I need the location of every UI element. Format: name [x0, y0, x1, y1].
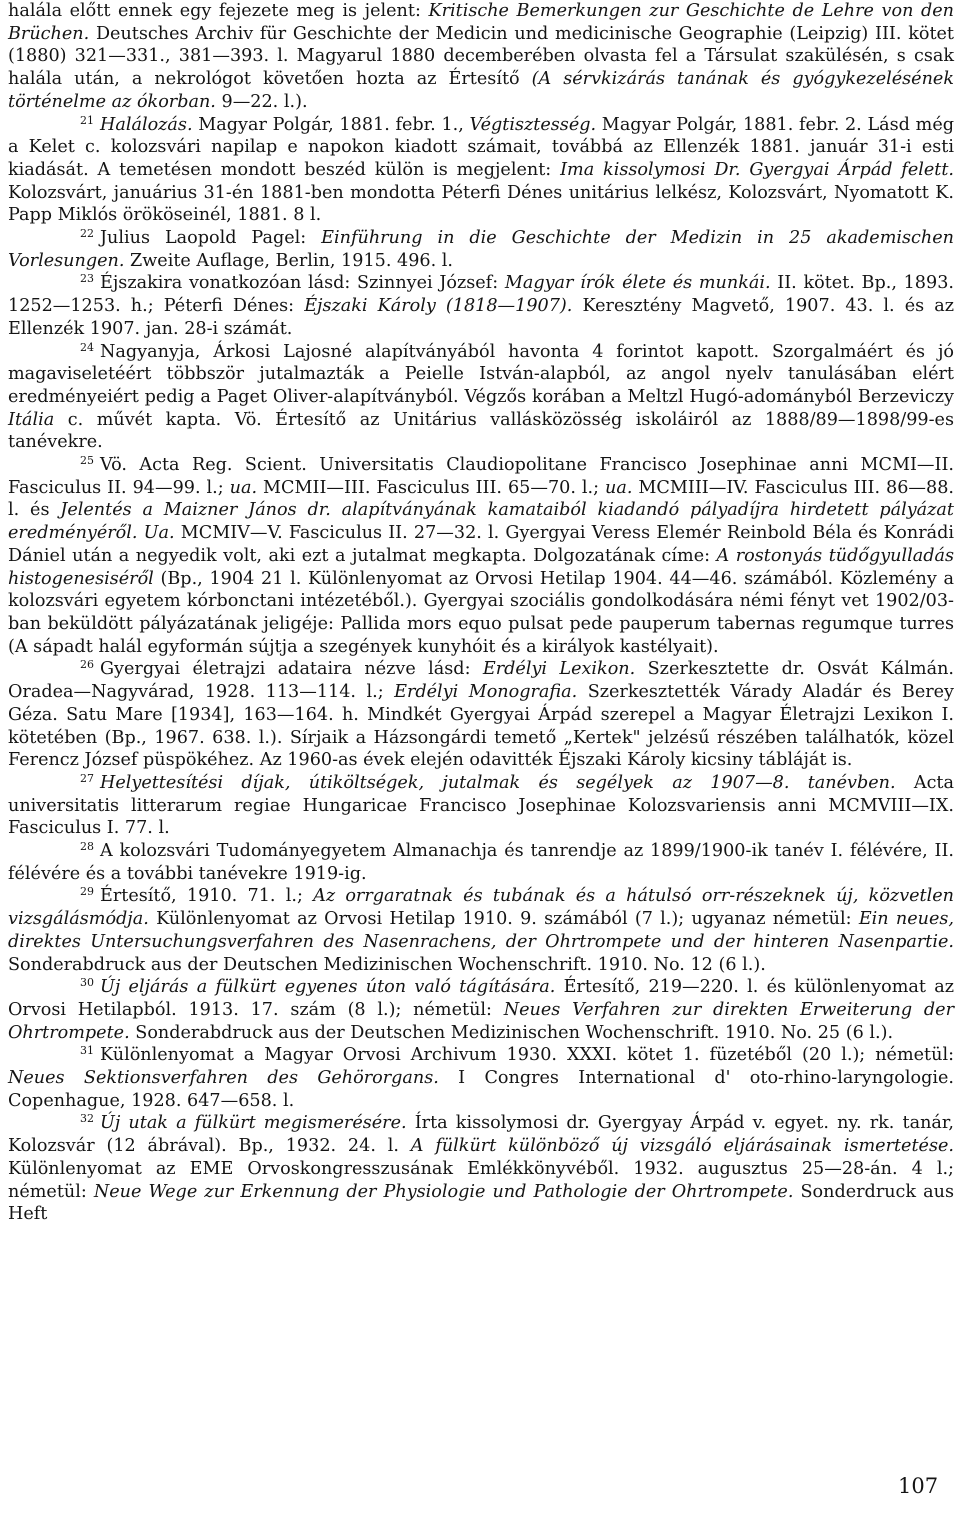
- footnote-number: 22: [80, 227, 94, 241]
- footnote-text: Vö. Acta Reg. Scient. Universitatis Claudiopolitane Francisco Josephinae anni MCMI—II. Fasciculus II. 94—99. l.;: [8, 455, 954, 498]
- footnote-text: Különlenyomat az Orvosi Hetilap 1910. 9. számából (7 l.); ugyanaz németül:: [148, 909, 859, 930]
- footnote-text: 9—22. l.).: [215, 91, 308, 112]
- footnote-text: MCMIV—V. Fasciculus II. 27—32. l. Gyergyai Veress Elemér Reinbold Béla és Konrádi Dániel után a negyedik volt, aki ezt a jutalmat megkapta. Dolgozatának címe:: [8, 523, 954, 566]
- italic-title: Einführung in die Geschichte der Medizin in 25 akademischen Vorlesungen.: [8, 228, 954, 271]
- italic-title: A fülkürt különböző új vizsgáló eljárásainak ismertetése.: [410, 1136, 954, 1157]
- footnote-25: [8, 454, 954, 658]
- italic-title: Az orrgaratnak és tubának és a hátulsó orr-részeknek új, közvetlen vizsgálásmódja.: [8, 886, 954, 930]
- footnote-text: MCMII—III. Fasciculus III. 65—70. l.;: [257, 477, 606, 498]
- italic-title: Neues Sektionsverfahren des Gehörorgans.: [8, 1068, 439, 1089]
- footnote-number: 29: [80, 885, 94, 899]
- footnote-21: [8, 114, 954, 228]
- footnote-text: Értesítő, 1910. 71. l.;: [100, 886, 314, 907]
- footnote-continuation: [8, 0, 954, 114]
- footnote-number: 32: [80, 1112, 94, 1126]
- footnote-number: 25: [80, 454, 94, 468]
- footnote-text: Különlenyomat az EME Orvoskongresszusának Emlékkönyvéből. 1932. augusztus 25—28-án. 4 l.; németül:: [8, 1158, 954, 1202]
- footnote-text: Értesítő, 219—220. l. és különlenyomat az Orvosi Hetilapból. 1913. 17. szám (8 l.); németül:: [8, 977, 955, 1020]
- footnote-number: 30: [80, 976, 94, 990]
- footnote-text: MCMIII—IV. Fasciculus III. 86—88. l. és: [8, 477, 955, 521]
- italic-title: Ein neues, direktes Untersuchungsverfahren des Nasenrachens, der Ohrtrompete und der hinteren Nasenpartie.: [8, 909, 954, 952]
- footnote-text: II. kötet. Bp., 1893. 1252—1253. h.; Péterfi Dénes:: [8, 273, 954, 317]
- footnote-26: [8, 658, 954, 772]
- footnote-text: Nagyanyja, Árkosi Lajosné alapítványából havonta 4 forintot kapott. Szorgalmáért és jó magaviseletéért többször jutalmazták a Peielle István-alapból, az angol nyelv tanulásában elért eredményeiért pedig a Paget Oliver-alapítványból. Végzős korában a Meltzl Hugó-adományból Berzeviczy: [8, 341, 954, 407]
- footnote-text: Zweite Auflage, Berlin, 1915. 496. l.: [124, 250, 453, 271]
- footnote-27: [8, 772, 954, 840]
- footnote-number: 26: [80, 658, 94, 672]
- italic-title: ua.: [605, 477, 633, 498]
- footnote-number: 24: [80, 340, 94, 354]
- footnote-text: Éjszakira vonatkozóan lásd: Szinnyei József:: [100, 273, 505, 294]
- italic-title: Neues Verfahren zur direkten Erweiterung der Ohrtrompete.: [8, 999, 954, 1043]
- footnote-text: Julius Laopold Pagel:: [100, 228, 322, 249]
- footnote-text: Gyergyai életrajzi adataira nézve lásd:: [100, 659, 483, 680]
- footnote-number: 21: [80, 113, 94, 127]
- footnote-text: I Congres International d' oto-rhino-laryngologie. Copenhague, 1928. 647—658. l.: [8, 1068, 954, 1111]
- italic-title: Új utak a fülkürt megismerésére.: [100, 1113, 407, 1134]
- footnote-text: halála előtt ennek egy fejezete meg is jelent:: [8, 1, 429, 21]
- footnote-29: [8, 885, 954, 976]
- footnote-text: Szerkesztették Várady Aladár és Berey Géza. Satu Mare [1934], 163—164. h. Mindkét Gyergyai Árpád szerepel a Magyar Életrajzi Lexikon I. kötetében (Bp., 1967. 638. l.). Sírjaik a Házsongárdi temető „Kertek" jelzésű részében találhatók, közel Ferencz József püspökéhez. Az 1960-as évek elején odavitték Éjszaki Károly kicsiny tábláját is.: [8, 682, 954, 771]
- footnotes-body: [8, 0, 954, 1226]
- italic-title: Végtisztesség.: [469, 114, 597, 135]
- footnote-text: Deutsches Archiv für Geschichte der Medicin und medicinische Geographie (Leipzig) III. kötet (1880) 321—331., 381—393. l. Magyarul 1880 decemberében olvasta fel a Társulat szakülésén, s csak halála után, a nekrológot követően hozta az Értesítő: [8, 23, 954, 90]
- italic-title: Kritische Bemerkungen zur Geschichte de Lehre von den Brüchen.: [8, 1, 954, 44]
- footnote-23: [8, 272, 954, 340]
- footnote-text: Acta universitatis litterarum regiae Hungaricae Francisco Josephinae Kolozsvariensis anni MCMVIII—IX. Fasciculus I. 77. l.: [8, 772, 954, 839]
- italic-title: Ima kissolymosi Dr. Gyergyai Árpád felett.: [560, 159, 955, 180]
- footnote-text: Sonderabdruck aus der Deutschen Medizinischen Wochenschrift. 1910. No. 25 (6 l.).: [129, 1022, 894, 1043]
- footnote-24: [8, 341, 954, 455]
- footnote-text: (Bp., 1904 21 l. Különlenyomat az Orvosi Hetilap 1904. 44—46. számából. Közlemény a kolozsvári egyetem kórbonctani intézetéből.). Gyergyai szociális gondolkodására némi fényt vet 1902/03-ban beküldött pályázatának jeligéje: Pallida mors equo pulsat pede pauperum tabernas regumque turres (A sápadt halál egyformán sújtja a szegények kunyhóit és a királyok kastélyait).: [8, 568, 954, 657]
- footnote-text: Sonderdruck aus Heft: [8, 1181, 954, 1225]
- page-number: 107: [898, 1474, 939, 1498]
- footnote-text: Különlenyomat a Magyar Orvosi Archivum 1930. XXXI. kötet 1. füzetéből (20 l.); németül:: [100, 1045, 954, 1066]
- footnote-number: 31: [80, 1044, 94, 1058]
- footnote-text: Magyar Polgár, 1881. febr. 2. Lásd még a Kelet c. kolozsvári napilap e napokon kiadott számait, továbbá az Ellenzék 1881. január 31-i esti kiadását. A temetésen mondott beszéd külön is megjelent:: [8, 114, 954, 180]
- footnote-text: c. művét kapta. Vö. Értesítő az Unitárius vallásközösség iskoláiról az 1888/89—1898/99-es tanévekre.: [8, 409, 954, 453]
- italic-title: Helyettesítési díjak, útiköltségek, jutalmak és segélyek az 1907—8. tanévben.: [100, 772, 896, 793]
- italic-title: Erdélyi Monografia.: [394, 682, 578, 703]
- footnote-28: [8, 840, 954, 885]
- italic-title: (A sérvkizárás tanának és gyógykezelésének történelme az ókorban.: [8, 69, 954, 112]
- footnote-32: [8, 1112, 954, 1226]
- footnote-number: 28: [80, 840, 94, 854]
- footnote-text: Sonderabdruck aus der Deutschen Medizinischen Wochenschrift. 1910. No. 12 (6 l.).: [8, 954, 766, 975]
- footnote-text: Keresztény Magvető, 1907. 43. l. és az Ellenzék 1907. jan. 28-i számát.: [8, 296, 954, 339]
- footnote-number: 23: [80, 272, 94, 286]
- italic-title: Erdélyi Lexikon.: [482, 659, 636, 680]
- footnote-text: Kolozsvárt, januárius 31-én 1881-ben mondotta Péterfi Dénes unitárius lelkész, Kolozsvárt, Nyomatott K. Papp Miklós örököseinél, 1881. 8 l.: [8, 182, 954, 226]
- italic-title: Éjszaki Károly (1818—1907).: [304, 296, 573, 317]
- footnote-31: [8, 1044, 954, 1112]
- italic-title: Új eljárás a fülkürt egyenes úton való tágítására.: [100, 977, 556, 998]
- footnote-text: Magyar Polgár, 1881. febr. 1.,: [192, 114, 470, 135]
- italic-title: Magyar írók élete és munkái.: [504, 273, 771, 294]
- footnote-text: Szerkesztette dr. Osvát Kálmán. Oradea—Nagyvárad, 1928. 113—114. l.;: [8, 659, 954, 703]
- italic-title: ua.: [229, 477, 258, 498]
- italic-title: Halálozás.: [100, 114, 193, 135]
- italic-title: Itália: [8, 409, 55, 430]
- footnote-number: 27: [80, 771, 94, 785]
- footnote-text: A kolozsvári Tudományegyetem Almanachja és tanrendje az 1899/1900-ik tanév I. félévére, II. félévére és a további tanévekre 1919-ig.: [8, 841, 954, 884]
- italic-title: Neue Wege zur Erkennung der Physiologie und Pathologie der Ohrtrompete.: [93, 1181, 794, 1202]
- footnote-text: Írta kissolymosi dr. Gyergyay Árpád v. egyet. ny. rk. tanár, Kolozsvár (12 ábrával). Bp., 1932. 24. l.: [8, 1113, 954, 1157]
- italic-title: A rostonyás tüdőgyulladás histogenesiséről: [8, 545, 955, 589]
- footnote-22: [8, 227, 954, 272]
- italic-title: Jelentés a Maizner János dr. alapítványának kamataiból kiadandó pályadíjra hirdetett pályázat eredményéről. Ua.: [8, 500, 954, 544]
- footnote-30: [8, 976, 954, 1044]
